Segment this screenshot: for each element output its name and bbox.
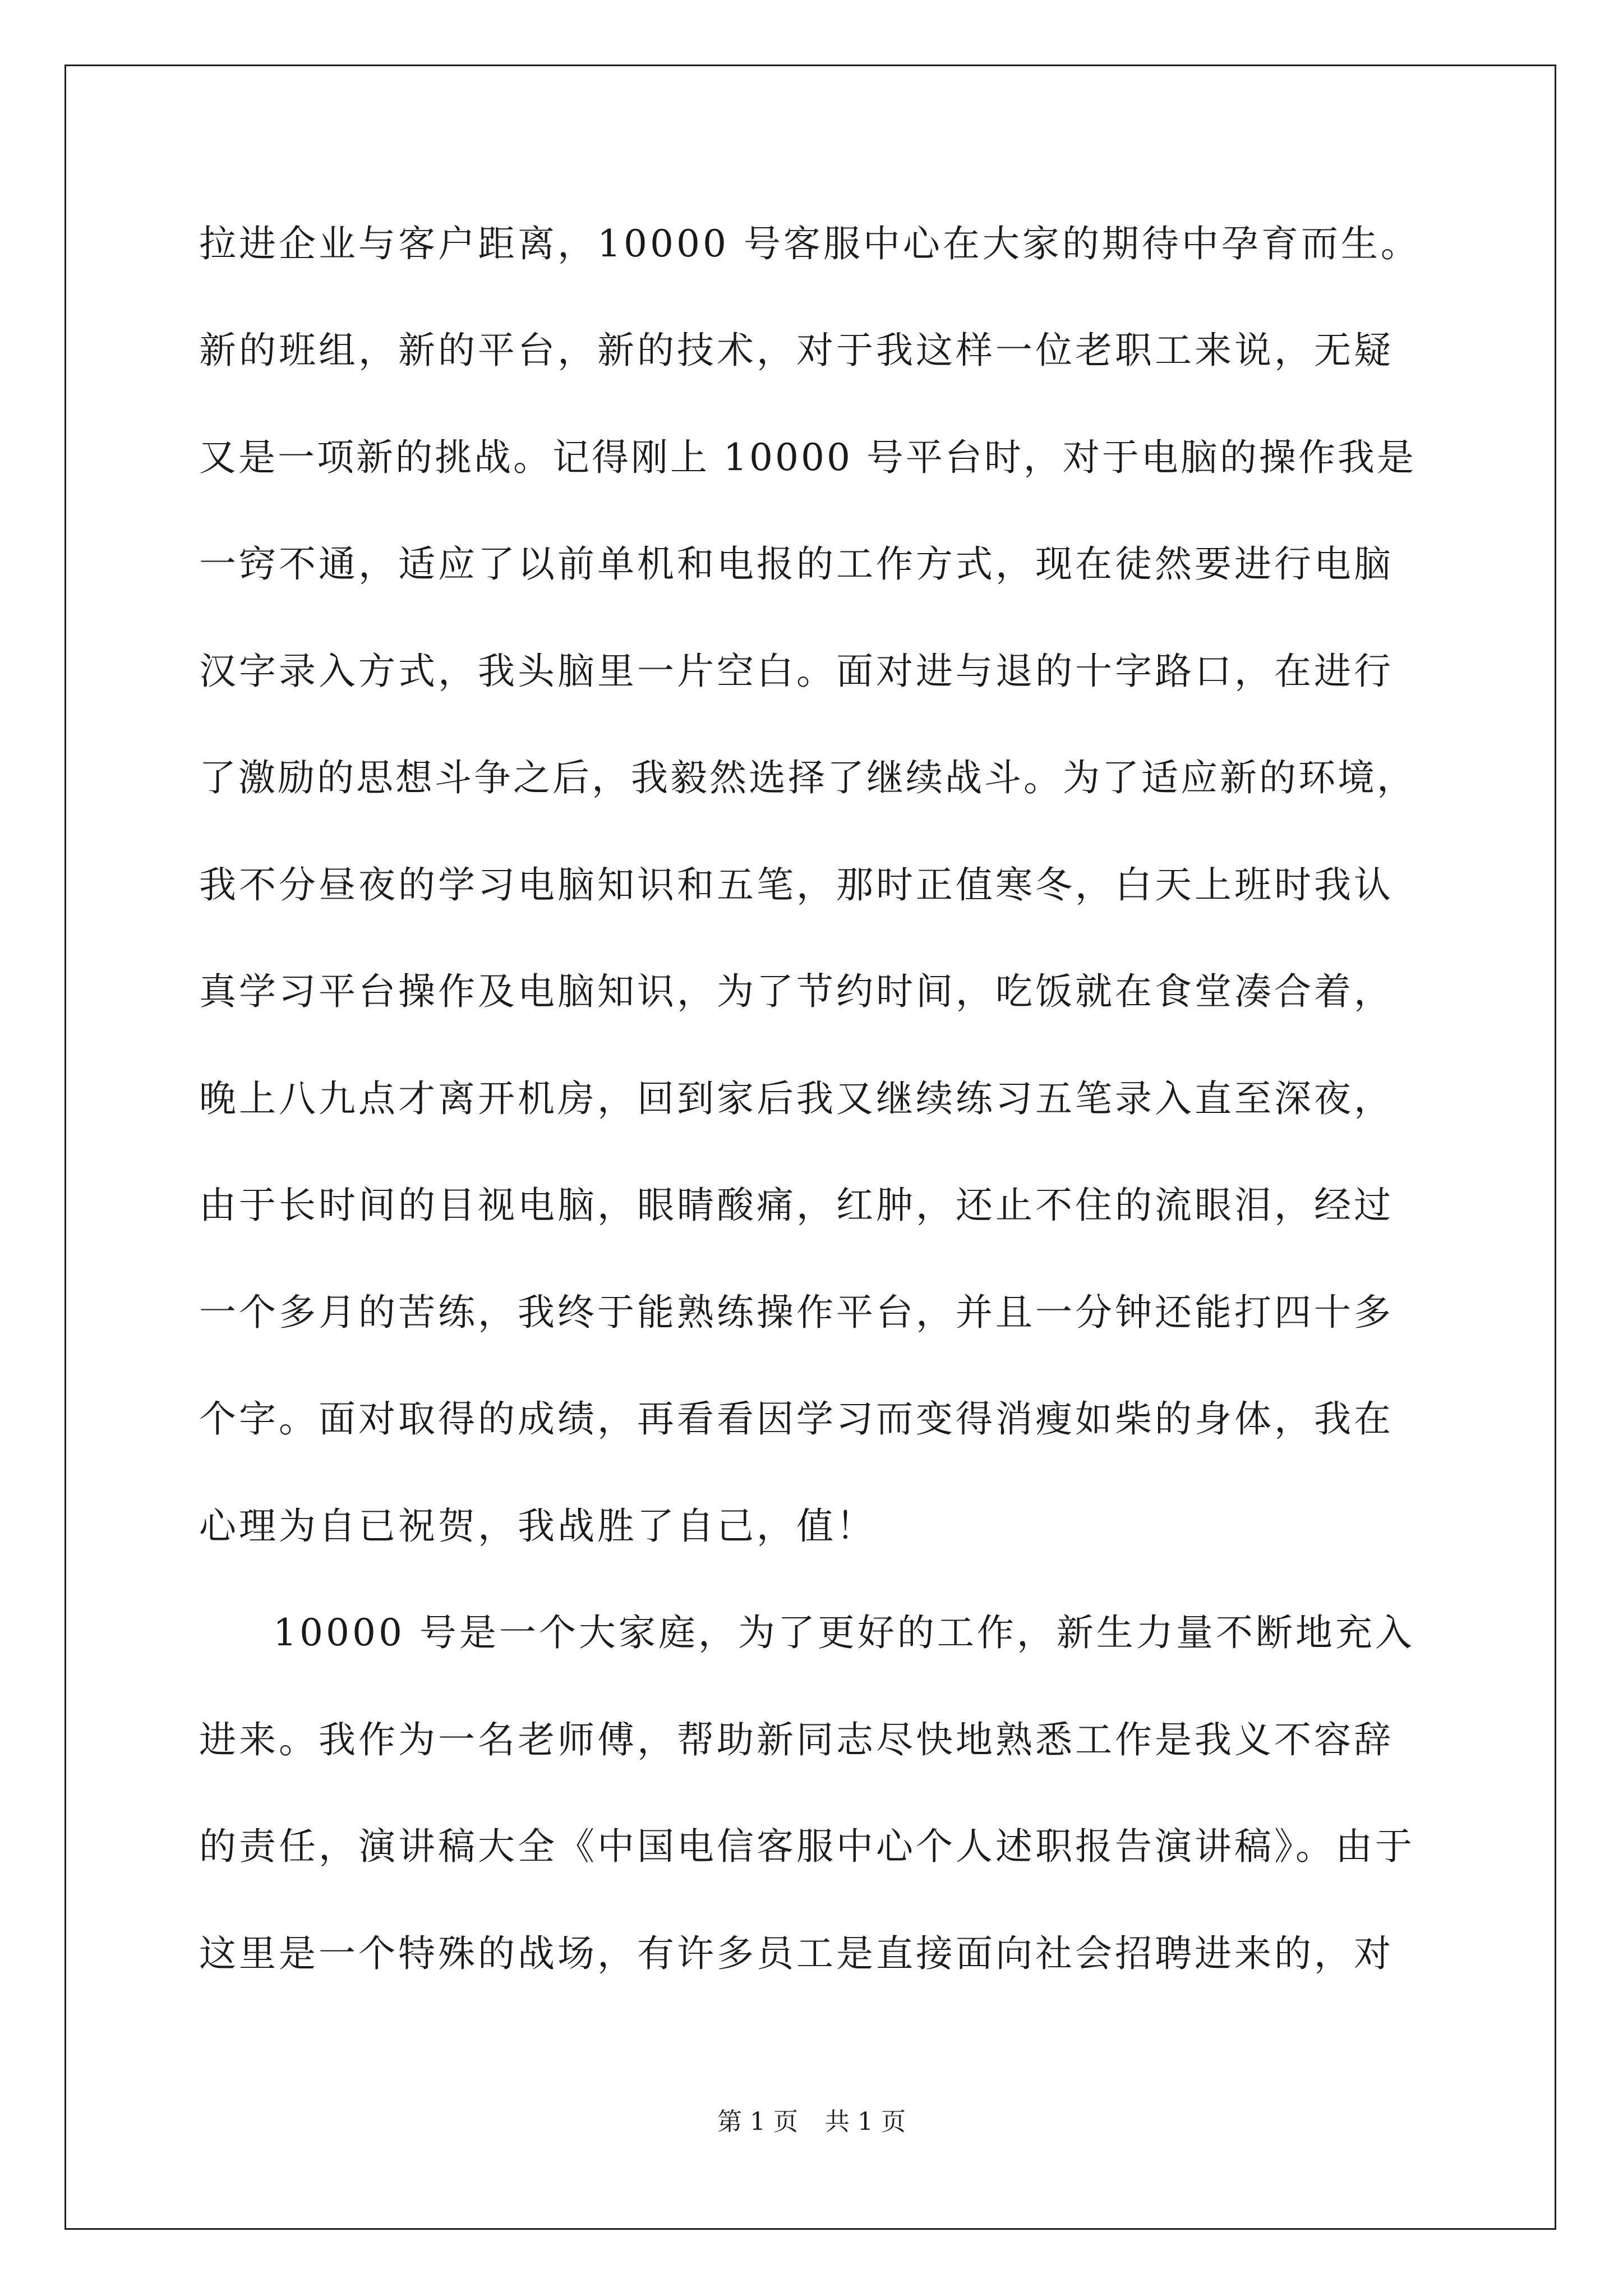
text-line: 汉字录入方式，我头脑里一片空白。面对进与退的十字路口，在进行 [199,650,1394,693]
text-line: 了激励的思想斗争之后，我毅然选择了继续战斗。为了适应新的环境， [199,756,1416,799]
text-line: 心理为自已祝贺，我战胜了自己，值！ [199,1504,876,1548]
text-line: 进来。我作为一名老师傅，帮助新同志尽快地熟悉工作是我义不容辞 [199,1718,1394,1761]
text-line: 由于长时间的目视电脑，眼睛酸痛，红肿，还止不住的流眼泪，经过 [199,1184,1394,1227]
text-line: 10000 号是一个大家庭，为了更好的工作，新生力量不断地充入 [273,1611,1415,1654]
text-line: 拉进企业与客户距离，10000 号客服中心在大家的期待中孕育而生。 [199,222,1421,265]
page-border [64,65,1556,2230]
page-number: 第 1 页 [717,2108,798,2136]
text-line: 一个多月的苦练，我终于能熟练操作平台，并且一分钟还能打四十多 [199,1291,1394,1334]
text-line: 的责任，演讲稿大全《中国电信客服中心个人述职报告演讲稿》。由于 [199,1825,1415,1868]
text-line: 又是一项新的挑战。记得刚上 10000 号平台时，对于电脑的操作我是 [199,436,1416,479]
text-line: 新的班组，新的平台，新的技术，对于我这样一位老职工来说，无疑 [199,329,1394,372]
text-line: 个字。面对取得的成绩，再看看因学习而变得消瘦如柴的身体，我在 [199,1397,1394,1441]
text-line: 一窍不通，适应了以前单机和电报的工作方式，现在徒然要进行电脑 [199,542,1394,586]
text-line: 这里是一个特殊的战场，有许多员工是直接面向社会招聘进来的，对 [199,1932,1394,1975]
page-total: 共 1 页 [825,2108,906,2136]
page-footer [0,2106,1623,2138]
text-line: 真学习平台操作及电脑知识，为了节约时间，吃饭就在食堂凑合着， [199,970,1394,1013]
text-line: 晚上八九点才离开机房，回到家后我又继续练习五笔录入直至深夜， [199,1077,1394,1120]
text-line: 我不分昼夜的学习电脑知识和五笔，那时正值寒冬，白天上班时我认 [199,863,1394,907]
